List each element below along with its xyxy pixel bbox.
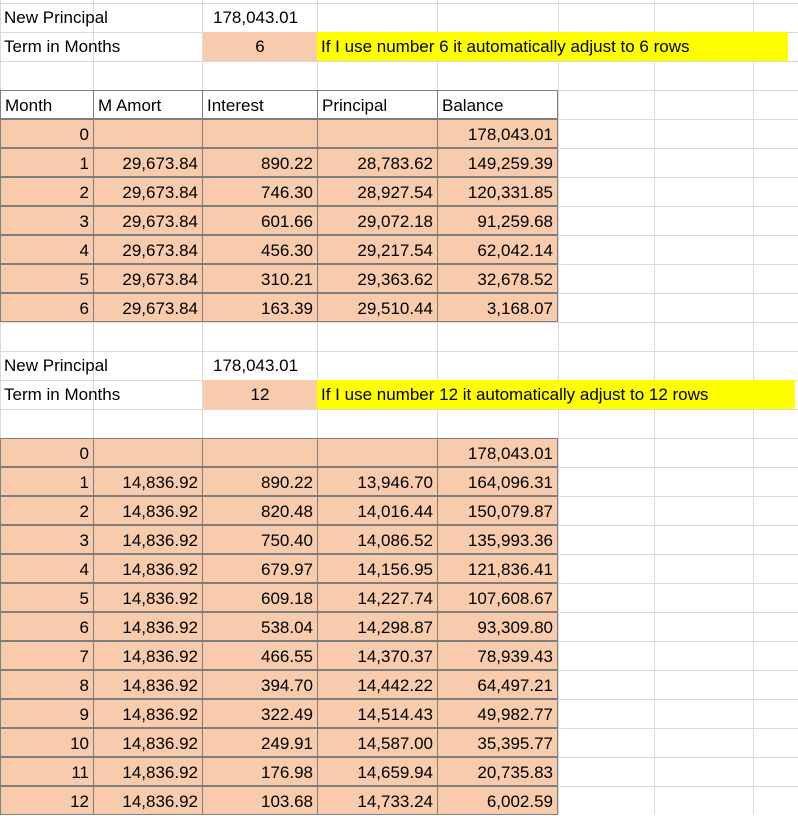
interest-cell[interactable]: 820.48 — [202, 496, 318, 525]
month-cell[interactable]: 4 — [0, 554, 94, 583]
principal-cell[interactable]: 14,227.74 — [317, 583, 438, 612]
m-amort-cell[interactable]: 14,836.92 — [93, 554, 203, 583]
m-amort-cell[interactable]: 29,673.84 — [93, 235, 203, 264]
balance-cell[interactable]: 62,042.14 — [437, 235, 558, 264]
balance-cell[interactable]: 178,043.01 — [437, 438, 558, 467]
interest-cell[interactable]: 466.55 — [202, 641, 318, 670]
m-amort-cell[interactable]: 14,836.92 — [93, 699, 203, 728]
interest-cell[interactable]: 601.66 — [202, 206, 318, 235]
month-cell[interactable]: 4 — [0, 235, 94, 264]
interest-cell[interactable]: 750.40 — [202, 525, 318, 554]
principal-cell[interactable]: 14,370.37 — [317, 641, 438, 670]
balance-cell[interactable]: 6,002.59 — [437, 786, 558, 815]
term-label-2[interactable]: Term in Months — [4, 385, 121, 404]
month-cell[interactable]: 11 — [0, 757, 94, 786]
month-cell[interactable]: 5 — [0, 583, 94, 612]
balance-cell[interactable]: 32,678.52 — [437, 264, 558, 293]
balance-cell[interactable]: 35,395.77 — [437, 728, 558, 757]
balance-cell[interactable]: 121,836.41 — [437, 554, 558, 583]
interest-cell[interactable]: 103.68 — [202, 786, 318, 815]
balance-cell[interactable]: 93,309.80 — [437, 612, 558, 641]
month-cell[interactable]: 8 — [0, 670, 94, 699]
month-cell[interactable]: 7 — [0, 641, 94, 670]
m-amort-cell[interactable]: 14,836.92 — [93, 496, 203, 525]
month-cell[interactable]: 1 — [0, 467, 94, 496]
balance-cell[interactable]: 20,735.83 — [437, 757, 558, 786]
principal-cell[interactable]: 14,442.22 — [317, 670, 438, 699]
principal-cell[interactable]: 14,298.87 — [317, 612, 438, 641]
principal-cell[interactable]: 28,783.62 — [317, 148, 438, 177]
principal-cell[interactable]: 14,659.94 — [317, 757, 438, 786]
balance-cell[interactable]: 91,259.68 — [437, 206, 558, 235]
m-amort-cell[interactable]: 14,836.92 — [93, 728, 203, 757]
month-cell[interactable]: 0 — [0, 438, 94, 467]
balance-cell[interactable]: 149,259.39 — [437, 148, 558, 177]
interest-cell[interactable] — [202, 438, 318, 467]
m-amort-cell[interactable]: 14,836.92 — [93, 612, 203, 641]
balance-cell[interactable]: 120,331.85 — [437, 177, 558, 206]
header-interest[interactable]: Interest — [202, 90, 318, 119]
interest-cell[interactable]: 249.91 — [202, 728, 318, 757]
principal-cell[interactable]: 14,016.44 — [317, 496, 438, 525]
month-cell[interactable]: 10 — [0, 728, 94, 757]
header-principal[interactable]: Principal — [317, 90, 438, 119]
principal-cell[interactable]: 28,927.54 — [317, 177, 438, 206]
m-amort-cell[interactable]: 29,673.84 — [93, 148, 203, 177]
balance-cell[interactable]: 64,497.21 — [437, 670, 558, 699]
interest-cell[interactable]: 322.49 — [202, 699, 318, 728]
m-amort-cell[interactable]: 14,836.92 — [93, 525, 203, 554]
interest-cell[interactable]: 310.21 — [202, 264, 318, 293]
month-cell[interactable]: 1 — [0, 148, 94, 177]
month-cell[interactable]: 9 — [0, 699, 94, 728]
interest-cell[interactable] — [202, 119, 318, 148]
m-amort-cell[interactable]: 29,673.84 — [93, 177, 203, 206]
month-cell[interactable]: 6 — [0, 293, 94, 322]
balance-cell[interactable]: 3,168.07 — [437, 293, 558, 322]
interest-cell[interactable]: 609.18 — [202, 583, 318, 612]
principal-cell[interactable]: 14,587.00 — [317, 728, 438, 757]
balance-cell[interactable]: 78,939.43 — [437, 641, 558, 670]
principal-cell[interactable]: 14,086.52 — [317, 525, 438, 554]
gridline-horizontal — [0, 61, 798, 62]
m-amort-cell[interactable]: 29,673.84 — [93, 264, 203, 293]
principal-cell[interactable]: 14,514.43 — [317, 699, 438, 728]
principal-cell[interactable]: 29,363.62 — [317, 264, 438, 293]
principal-label-2[interactable]: New Principal — [4, 356, 108, 375]
principal-cell[interactable] — [317, 438, 438, 467]
month-cell[interactable]: 3 — [0, 206, 94, 235]
m-amort-cell[interactable] — [93, 438, 203, 467]
month-cell[interactable]: 5 — [0, 264, 94, 293]
m-amort-cell[interactable]: 14,836.92 — [93, 786, 203, 815]
principal-cell[interactable]: 13,946.70 — [317, 467, 438, 496]
month-cell[interactable]: 3 — [0, 525, 94, 554]
m-amort-cell[interactable]: 14,836.92 — [93, 757, 203, 786]
interest-cell[interactable]: 538.04 — [202, 612, 318, 641]
balance-cell[interactable]: 164,096.31 — [437, 467, 558, 496]
principal-cell[interactable]: 29,217.54 — [317, 235, 438, 264]
principal-value[interactable]: 178,043.01 — [213, 8, 299, 27]
note-highlight-2[interactable]: If I use number 12 it automatically adjust to 12 rows — [317, 380, 795, 409]
header-month[interactable]: Month — [0, 90, 94, 119]
principal-label[interactable]: New Principal — [4, 8, 108, 27]
m-amort-cell[interactable]: 14,836.92 — [93, 670, 203, 699]
header-m-amort[interactable]: M Amort — [93, 90, 203, 119]
m-amort-cell[interactable] — [93, 119, 203, 148]
balance-cell[interactable]: 135,993.36 — [437, 525, 558, 554]
gridline-horizontal — [0, 409, 798, 410]
term-input[interactable]: 6 — [203, 32, 317, 61]
interest-cell[interactable]: 679.97 — [202, 554, 318, 583]
principal-value-2[interactable]: 178,043.01 — [213, 356, 299, 375]
m-amort-cell[interactable]: 29,673.84 — [93, 293, 203, 322]
balance-cell[interactable]: 107,608.67 — [437, 583, 558, 612]
header-balance[interactable]: Balance — [437, 90, 558, 119]
month-cell[interactable]: 6 — [0, 612, 94, 641]
month-cell[interactable]: 2 — [0, 496, 94, 525]
balance-cell[interactable]: 178,043.01 — [437, 119, 558, 148]
interest-cell[interactable]: 394.70 — [202, 670, 318, 699]
m-amort-cell[interactable]: 14,836.92 — [93, 583, 203, 612]
interest-cell[interactable]: 890.22 — [202, 148, 318, 177]
term-input-2[interactable]: 12 — [203, 380, 317, 409]
interest-cell[interactable]: 456.30 — [202, 235, 318, 264]
note-highlight[interactable]: If I use number 6 it automatically adjust to 6 rows — [317, 32, 788, 61]
month-cell[interactable]: 2 — [0, 177, 94, 206]
principal-cell[interactable]: 14,733.24 — [317, 786, 438, 815]
principal-cell[interactable]: 29,510.44 — [317, 293, 438, 322]
principal-cell[interactable] — [317, 119, 438, 148]
balance-cell[interactable]: 150,079.87 — [437, 496, 558, 525]
interest-cell[interactable]: 890.22 — [202, 467, 318, 496]
term-label[interactable]: Term in Months — [4, 37, 121, 56]
m-amort-cell[interactable]: 14,836.92 — [93, 641, 203, 670]
m-amort-cell[interactable]: 14,836.92 — [93, 467, 203, 496]
month-cell[interactable]: 0 — [0, 119, 94, 148]
principal-cell[interactable]: 29,072.18 — [317, 206, 438, 235]
balance-cell[interactable]: 49,982.77 — [437, 699, 558, 728]
principal-cell[interactable]: 14,156.95 — [317, 554, 438, 583]
m-amort-cell[interactable]: 29,673.84 — [93, 206, 203, 235]
interest-cell[interactable]: 746.30 — [202, 177, 318, 206]
interest-cell[interactable]: 163.39 — [202, 293, 318, 322]
month-cell[interactable]: 12 — [0, 786, 94, 815]
interest-cell[interactable]: 176.98 — [202, 757, 318, 786]
